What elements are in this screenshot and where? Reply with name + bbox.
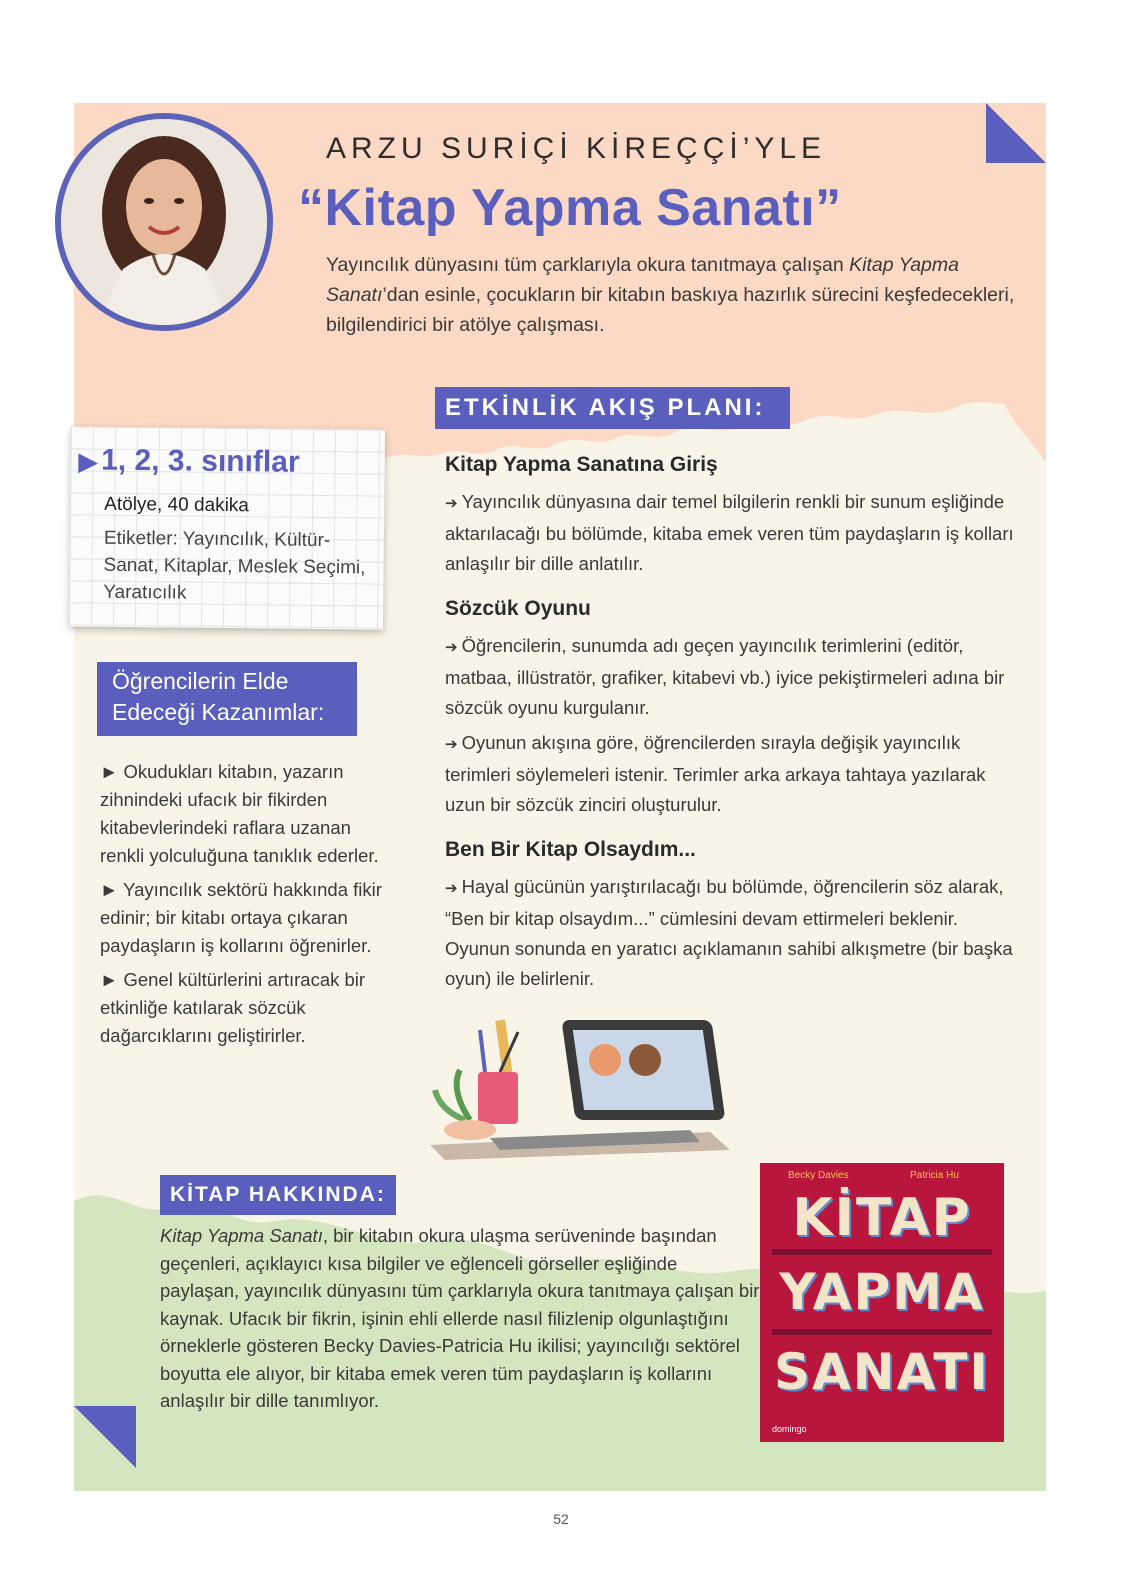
- cover-shelf: [772, 1329, 992, 1335]
- flow-heading: Sözcük Oyunu: [445, 597, 591, 620]
- outcome-item: ► Okudukları kitabın, yazarın zihnindeki ufacık bir fikirden kitabevlerindeki raflara uzanan renkli yolculuğuna tanıklık ederler.: [100, 761, 379, 866]
- header-kicker: ARZU SURİÇİ KİREÇÇİ’YLE: [326, 132, 827, 165]
- outcomes-title-box: Öğrencilerin Elde Edeceği Kazanımlar:: [97, 662, 357, 736]
- page-number: 52: [553, 1511, 569, 1527]
- outcome-item: ► Yayıncılık sektörü hakkında fikir edinir; bir kitabı ortaya çıkaran paydaşların iş kollarını öğrenirler.: [100, 879, 382, 956]
- class-info-card: [69, 426, 385, 629]
- grade-label: ▶ 1, 2, 3. sınıflar: [78, 443, 300, 479]
- flow-paragraph: ➔ Öğrencilerin, sunumda adı geçen yayıncılık terimlerini (editör, matbaa, illüstratör, grafiker, kitabevi vb.) iyice pekiştirmeleri adına bir sözcük oyunu kurgulanır.: [445, 635, 1005, 718]
- book-cover-image: Becky Davies Patricia Hu KİTAP YAPMA SANATI domingo: [760, 1163, 1004, 1442]
- cover-shelf: [772, 1249, 992, 1255]
- play-triangle-icon: ►: [100, 879, 119, 900]
- arrow-right-icon: ➔: [445, 639, 458, 656]
- arrow-right-icon: ➔: [445, 880, 458, 897]
- intro-paragraph: Yayıncılık dünyasını tüm çarklarıyla okura tanıtmaya çalışan Kitap Yapma Sanatı’dan esinle, çocukların bir kitabın baskıya hazırlık sürecini keşfedecekleri, bilgilendirici bir atölye çalışması.: [326, 254, 1015, 336]
- arrow-right-icon: ➔: [445, 495, 458, 512]
- cover-word: KİTAP: [792, 1188, 972, 1248]
- flow-paragraph: ➔ Hayal gücünün yarıştırılacağı bu bölümde, öğrencilerin söz alarak, “Ben bir kitap olsaydım...” cümlesini devam ettirmeleri beklenir. Oyunun sonunda en yaratıcı açıklamanın sahibi alkışmetre (bir başka oyun) ile belirlenir.: [445, 876, 1013, 989]
- flow-paragraph: ➔ Yayıncılık dünyasına dair temel bilgilerin renkli bir sunum eşliğinde aktarılacağı bu bölümde, kitaba emek veren tüm paydaşların iş kolları anlaşılır bir dille anlatılır.: [445, 491, 1014, 574]
- flow-heading: Ben Bir Kitap Olsaydım...: [445, 838, 696, 861]
- author-portrait: [55, 113, 273, 331]
- play-triangle-icon: ►: [100, 969, 119, 990]
- page-title: “Kitap Yapma Sanatı”: [298, 179, 842, 237]
- about-book-paragraph: Kitap Yapma Sanatı, bir kitabın okura ulaşma serüveninde başından geçenleri, açıklayıcı kısa bilgiler ve eğlenceli görseller eşliğinde paylaşan, yayıncılık dünyasını tüm çarklarıyla okura tanıtmaya çalışan bir kaynak. Ufacık bir fikrin, işinin ehli ellerde nasıl filizlenip olgunlaştığını örneklerle gösteren Becky Davies-Patricia Hu ikilisi; yayıncılığı sektörel boyutta ele alıyor, bir kitaba emek veren tüm paydaşların iş kollarını anlaşılır bir dille tanımlıyor.: [160, 1225, 760, 1411]
- tags-text: Etiketler: Yayıncılık, Kültür-Sanat, Kitaplar, Meslek Seçimi, Yaratıcılık: [103, 527, 366, 604]
- corner-triangle-top-right: [986, 103, 1046, 163]
- outcomes-list: [100, 758, 400, 1056]
- flow-paragraph: ➔ Oyunun akışına göre, öğrencilerden sırayla değişik yayıncılık terimleri söylemeleri istenir. Terimler arka arkaya tahtaya yazılarak uzun bir sözcük zinciri oluşturulur.: [445, 732, 986, 815]
- play-triangle-icon: ▶: [78, 448, 98, 476]
- cover-word: YAPMA: [779, 1263, 985, 1321]
- corner-triangle-bottom-left: [74, 1406, 136, 1468]
- flow-plan: [445, 452, 1025, 999]
- flow-heading: Kitap Yapma Sanatına Giriş: [445, 453, 718, 476]
- outcome-item: ► Genel kültürlerini artıracak bir etkinliğe katılarak sözcük dağarcıklarını geliştirirler.: [100, 969, 366, 1046]
- arrow-right-icon: ➔: [445, 736, 458, 753]
- cover-word: SANATI: [773, 1343, 991, 1401]
- duration-text: Atölye, 40 dakika: [104, 493, 250, 517]
- cover-publisher: domingo: [772, 1424, 807, 1434]
- flow-plan-label: ETKİNLİK AKIŞ PLANI:: [435, 387, 790, 429]
- about-book-label: KİTAP HAKKINDA:: [160, 1175, 396, 1215]
- laptop-illustration: [430, 1010, 740, 1160]
- play-triangle-icon: ►: [100, 761, 119, 782]
